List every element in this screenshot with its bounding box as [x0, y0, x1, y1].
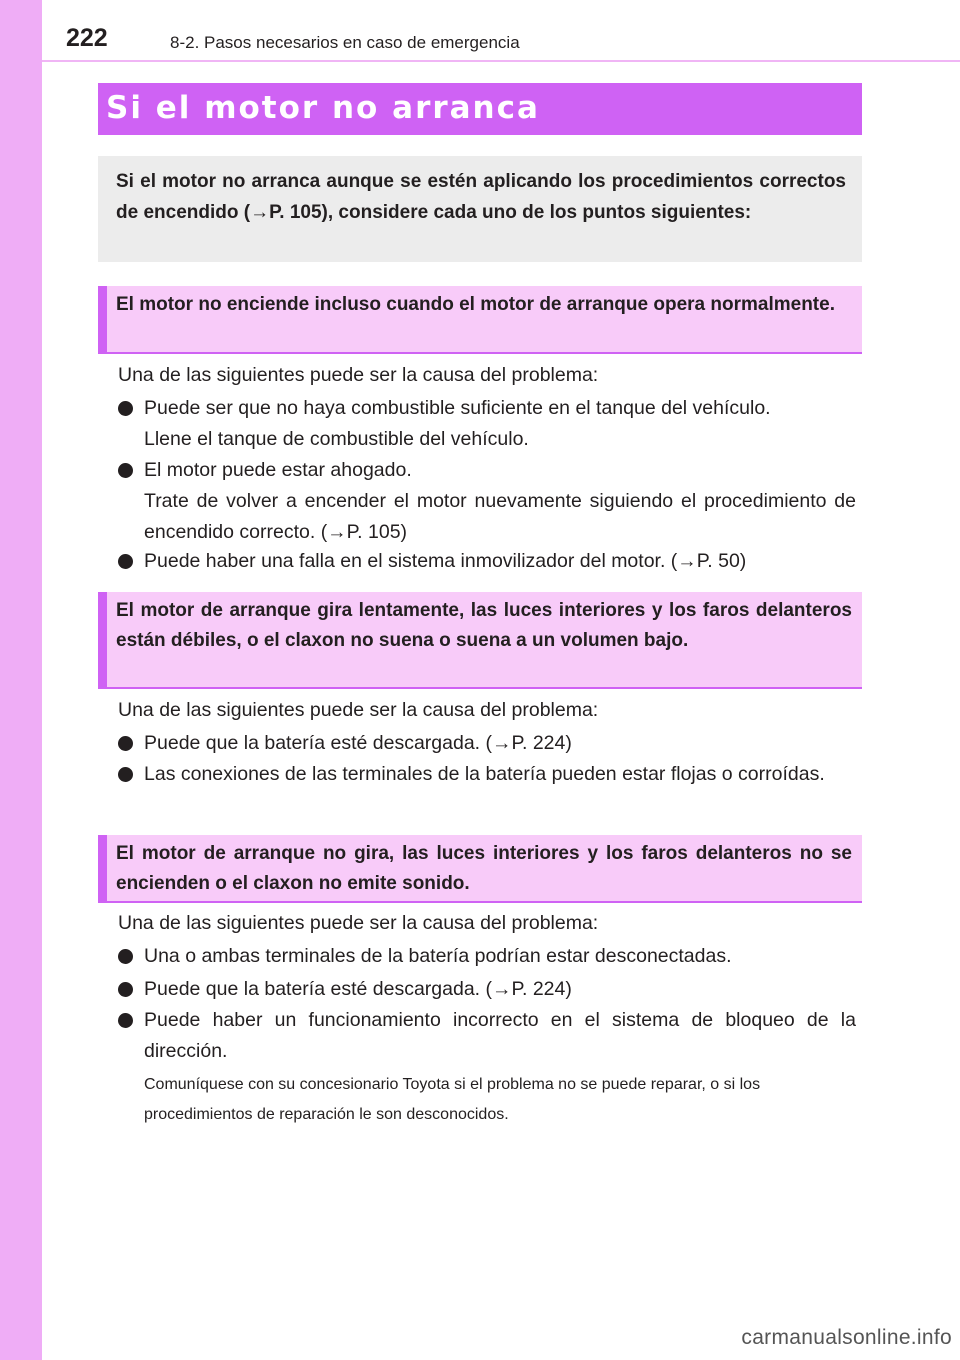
list-item — [118, 941, 856, 972]
section-heading-3 — [98, 835, 862, 903]
section-heading-text: El motor de arranque gira lentamente, las luces interiores y los faros delanteros están débiles, o el claxon no suena o suena a un volumen bajo. — [116, 600, 852, 651]
bullet-text: Las conexiones de las terminales de la batería pueden estar flojas o corroídas. — [144, 763, 825, 785]
page-number: 222 — [66, 24, 108, 52]
header-rule — [42, 60, 960, 62]
page-title-bar — [98, 83, 862, 135]
section-heading-2 — [98, 592, 862, 689]
bullet-text: Puede que la batería esté descargada. (→P. 224) — [144, 978, 572, 1000]
bullet-icon — [118, 949, 133, 964]
intro-text: Si el motor no arranca aunque se estén aplicando los procedimientos correctos de encendido (→P. 105), considere cada uno de los puntos siguientes: — [116, 171, 846, 223]
side-tab-strip — [0, 0, 42, 1360]
chapter-header: 8-2. Pasos necesarios en caso de emergencia — [170, 33, 520, 52]
list-item — [118, 1005, 856, 1067]
cause-line: Una de las siguientes puede ser la causa del problema: — [118, 912, 599, 934]
bullet-text: Puede haber una falla en el sistema inmovilizador del motor. (→P. 50) — [144, 550, 747, 572]
bullet-icon — [118, 554, 133, 569]
bullet-icon — [118, 1013, 133, 1028]
bullet-text: Una o ambas terminales de la batería podrían estar desconectadas. — [144, 945, 732, 967]
bullet-subtext: Trate de volver a encender el motor nuevamente siguiendo el procedimiento de encendido correcto. (→P. 105) — [144, 490, 856, 543]
bullet-text: El motor puede estar ahogado. — [144, 459, 412, 481]
bullet-subtext: Llene el tanque de combustible del vehículo. — [144, 428, 529, 450]
bullet-icon — [118, 463, 133, 478]
watermark: carmanualsonline.info — [741, 1326, 952, 1349]
section-heading-text: El motor de arranque no gira, las luces interiores y los faros delanteros no se encienden o el claxon no emite sonido. — [116, 843, 852, 894]
list-item — [118, 759, 856, 790]
dealer-note: Comuníquese con su concesionario Toyota si el problema no se puede reparar, o si los procedimientos de reparación le son desconocidos. — [144, 1076, 761, 1123]
intro-box — [98, 156, 862, 262]
bullet-icon — [118, 767, 133, 782]
bullet-text: Puede haber un funcionamiento incorrecto en el sistema de bloqueo de la dirección. — [144, 1009, 856, 1062]
list-item — [118, 728, 856, 759]
list-item — [118, 546, 856, 577]
page-title: Si el motor no arranca — [106, 90, 540, 126]
cause-line: Una de las siguientes puede ser la causa del problema: — [118, 364, 599, 386]
list-item — [118, 974, 856, 1005]
cause-line: Una de las siguientes puede ser la causa del problema: — [118, 699, 599, 721]
section-heading-text: El motor no enciende incluso cuando el motor de arranque opera normalmente. — [116, 294, 835, 315]
bullet-text: Puede ser que no haya combustible suficiente en el tanque del vehículo. — [144, 397, 771, 419]
list-item — [118, 393, 856, 455]
bullet-icon — [118, 982, 133, 997]
bullet-icon — [118, 736, 133, 751]
bullet-text: Puede que la batería esté descargada. (→P. 224) — [144, 732, 572, 754]
section-heading-1 — [98, 286, 862, 354]
list-item — [118, 455, 856, 548]
bullet-icon — [118, 401, 133, 416]
